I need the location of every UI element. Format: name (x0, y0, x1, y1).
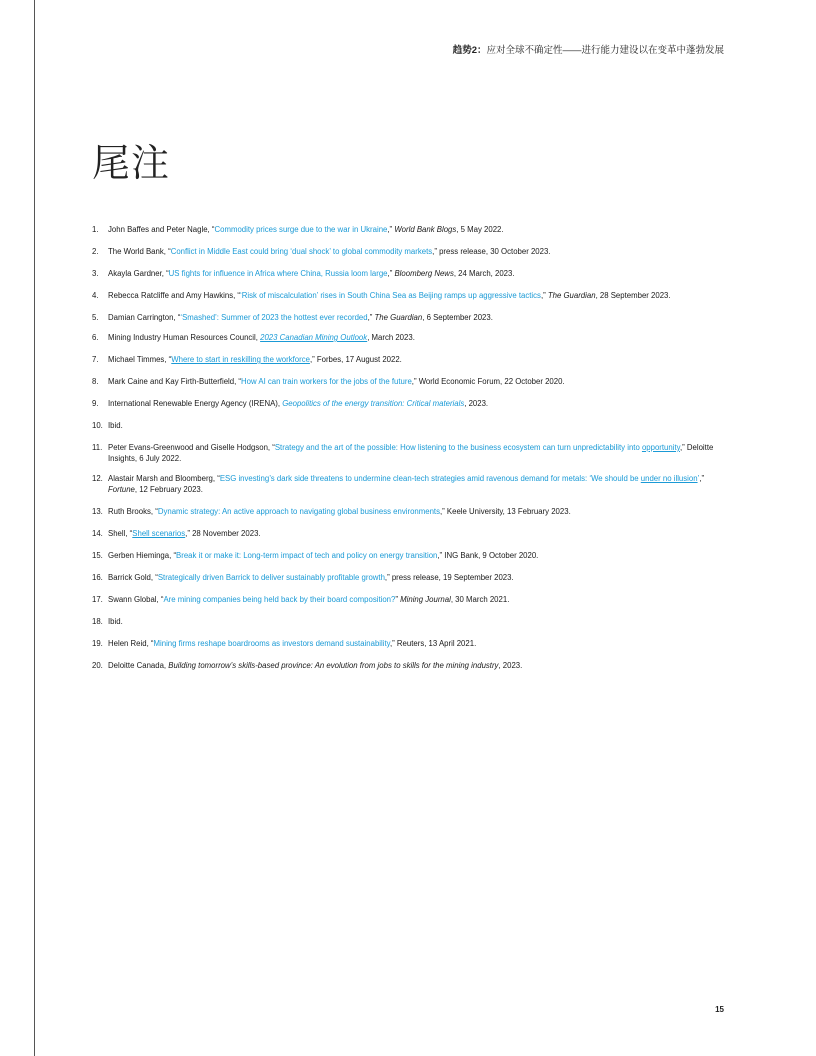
endnote-text (108, 442, 732, 464)
endnote-text (108, 420, 732, 431)
endnote-text (108, 638, 732, 649)
citation-link[interactable]: Are mining companies being held back by their board composition? (163, 595, 396, 604)
citation-text: , 28 September 2023. (595, 291, 671, 300)
citation-text: Helen Reid, “ (108, 639, 154, 648)
chapter-title: 应对全球不确定性——进行能力建设以在变革中蓬勃发展 (486, 45, 724, 56)
endnote-item (92, 332, 732, 343)
citation-text: Damian Carrington, “ (108, 313, 181, 322)
endnote-text (108, 473, 732, 495)
citation-text: , 2023. (464, 399, 489, 408)
citation-text: ,” Reuters, 13 April 2021. (389, 639, 477, 648)
citation-link[interactable]: US fights for influence in Africa where China, Russia loom large (168, 269, 388, 278)
citation-text: Barrick Gold, “ (108, 573, 158, 582)
endnote-item (92, 312, 732, 323)
citation-text: The World Bank, “ (108, 247, 171, 256)
endnote-item (92, 376, 732, 387)
citation-text: ,” (367, 313, 375, 322)
citation-text: ,” 28 November 2023. (185, 529, 261, 538)
endnote-text (108, 290, 732, 301)
citation-link[interactable]: Shell scenarios (132, 529, 186, 538)
endnote-item (92, 572, 732, 583)
endnote-number: 2. (92, 247, 99, 256)
citation-text: Swann Global, “ (108, 595, 164, 604)
citation-text: Ibid. (108, 421, 123, 430)
citation-link[interactable]: How AI can train workers for the jobs of the future (241, 377, 412, 386)
citation-link[interactable]: Mining firms reshape boardrooms as investors demand sustainability (153, 639, 390, 648)
citation-link[interactable]: opportunity (641, 443, 680, 452)
publication-name: Mining Journal (400, 595, 451, 604)
endnote-text (108, 572, 732, 583)
citation-text: , 30 March 2021. (450, 595, 510, 604)
endnote-number: 13. (92, 507, 103, 516)
endnote-item (92, 550, 732, 561)
endnote-number: 6. (92, 333, 99, 342)
endnote-item (92, 224, 732, 235)
publication-name: The Guardian (374, 313, 423, 322)
citation-text: , 24 March, 2023. (453, 269, 515, 278)
endnote-number: 3. (92, 269, 99, 278)
endnotes-list (92, 224, 732, 671)
page-title: 尾注 (92, 141, 171, 185)
endnote-item (92, 473, 732, 495)
endnote-number: 7. (92, 355, 99, 364)
endnote-number: 10. (92, 421, 103, 430)
publication-name: Bloomberg News (394, 269, 454, 278)
endnote-item (92, 420, 732, 431)
endnote-item (92, 660, 732, 671)
endnote-number: 18. (92, 617, 103, 626)
citation-link[interactable]: Where to start in reskilling the workforce (171, 355, 310, 364)
endnote-number: 11. (92, 443, 103, 452)
citation-text: Ruth Brooks, “ (108, 507, 158, 516)
citation-link[interactable]: under no illusion (640, 474, 698, 483)
endnote-number: 4. (92, 291, 99, 300)
publication-name: World Bank Blogs (394, 225, 457, 234)
citation-text: ,” press release, 30 October 2023. (432, 247, 551, 256)
citation-text: ,” (699, 474, 705, 483)
citation-text: ” (395, 595, 401, 604)
citation-link[interactable]: Conflict in Middle East could bring ‘dual shock’ to global commodity markets (170, 247, 433, 256)
endnote-number: 15. (92, 551, 103, 560)
endnote-number: 14. (92, 529, 103, 538)
citation-text: Peter Evans-Greenwood and Giselle Hodgson, “ (108, 443, 275, 452)
endnote-item (92, 638, 732, 649)
endnote-text (108, 616, 732, 627)
running-header (453, 42, 724, 56)
endnote-text (108, 376, 732, 387)
endnote-number: 20. (92, 661, 103, 670)
citation-text: ,” World Economic Forum, 22 October 2020. (411, 377, 565, 386)
citation-link[interactable]: Strategy and the art of the possible: How listening to the business ecosystem can turn unpredictability into (274, 443, 642, 452)
chapter-label: 趋势2： (452, 45, 487, 56)
publication-name: Building tomorrow’s skills-based province: An evolution from jobs to skills for the mining industry (168, 661, 499, 670)
endnote-item (92, 616, 732, 627)
page-number: 15 (715, 1005, 724, 1014)
citation-text: ,” (387, 269, 395, 278)
citation-text: Alastair Marsh and Bloomberg, “ (108, 474, 220, 483)
citation-text: Michael Timmes, “ (108, 355, 172, 364)
citation-text: John Baffes and Peter Nagle, “ (108, 225, 215, 234)
citation-link[interactable]: Geopolitics of the energy transition: Critical materials (282, 399, 465, 408)
endnote-text (108, 398, 732, 409)
endnote-item (92, 594, 732, 605)
endnote-text (108, 506, 732, 517)
citation-text: Shell, “ (108, 529, 133, 538)
endnote-number: 19. (92, 639, 103, 648)
citation-text: ,” Forbes, 17 August 2022. (309, 355, 402, 364)
citation-text: Gerben Hieminga, “ (108, 551, 177, 560)
endnote-item (92, 354, 732, 365)
endnote-item (92, 246, 732, 257)
endnote-text (108, 528, 732, 539)
citation-link[interactable]: 2023 Canadian Mining Outlook (260, 333, 368, 342)
citation-link[interactable]: Dynamic strategy: An active approach to navigating global business environments (157, 507, 440, 516)
endnote-text (108, 246, 732, 257)
citation-text: Rebecca Ratcliffe and Amy Hawkins, “ (108, 291, 241, 300)
citation-text: ,” press release, 19 September 2023. (384, 573, 514, 582)
citation-text: , 5 May 2022. (456, 225, 504, 234)
citation-text: ,” (540, 291, 548, 300)
endnote-number: 12. (92, 474, 103, 483)
endnote-number: 8. (92, 377, 99, 386)
endnote-number: 16. (92, 573, 103, 582)
endnote-item (92, 268, 732, 279)
endnote-item (92, 528, 732, 539)
endnote-text (108, 594, 732, 605)
endnote-number: 9. (92, 399, 99, 408)
endnote-text (108, 224, 732, 235)
citation-text: Akayla Gardner, “ (108, 269, 169, 278)
endnote-text (108, 268, 732, 279)
citation-text: , 2023. (498, 661, 523, 670)
endnote-text (108, 354, 732, 365)
citation-text: , March 2023. (367, 333, 415, 342)
citation-text: ,” ING Bank, 9 October 2020. (437, 551, 539, 560)
citation-link[interactable]: Strategically driven Barrick to deliver sustainably profitable growth (157, 573, 385, 582)
citation-text: ,” Deloitte Insights, 6 July 2022. (108, 443, 714, 463)
citation-link[interactable]: Commodity prices surge due to the war in Ukraine (214, 225, 388, 234)
endnote-item (92, 442, 732, 464)
publication-name: The Guardian (547, 291, 596, 300)
endnote-number: 5. (92, 313, 99, 322)
citation-text: Ibid. (108, 617, 123, 626)
citation-text: Deloitte Canada, (108, 661, 169, 670)
citation-text: International Renewable Energy Agency (IRENA), (108, 399, 283, 408)
citation-text: Mining Industry Human Resources Council, (108, 333, 261, 342)
endnote-text (108, 550, 732, 561)
citation-link[interactable]: ‘Smashed’: Summer of 2023 the hottest ever recorded (180, 313, 368, 322)
publication-name: Fortune (108, 485, 135, 494)
citation-link[interactable]: Break it or make it: Long-term impact of tech and policy on energy transition (176, 551, 438, 560)
endnote-item (92, 398, 732, 409)
endnote-text (108, 660, 732, 671)
citation-link[interactable]: ’ (697, 474, 700, 483)
endnote-item (92, 290, 732, 301)
citation-link[interactable]: ESG investing’s dark side threatens to undermine clean-tech strategies amid ravenous demand for metals: ‘We should be (219, 474, 641, 483)
left-margin-rule (34, 0, 35, 1056)
citation-text: ,” Keele University, 13 February 2023. (440, 507, 571, 516)
endnote-text (108, 332, 732, 343)
citation-text: Mark Caine and Kay Firth-Butterfield, “ (108, 377, 242, 386)
endnote-item (92, 506, 732, 517)
citation-text: ,” (387, 225, 395, 234)
endnote-number: 1. (92, 225, 99, 234)
citation-text: , 6 September 2023. (422, 313, 493, 322)
citation-text: , 12 February 2023. (134, 485, 203, 494)
endnote-text (108, 312, 732, 323)
citation-link[interactable]: ‘Risk of miscalculation’ rises in South China Sea as Beijing ramps up aggressive tactics (240, 291, 541, 300)
endnote-number: 17. (92, 595, 103, 604)
